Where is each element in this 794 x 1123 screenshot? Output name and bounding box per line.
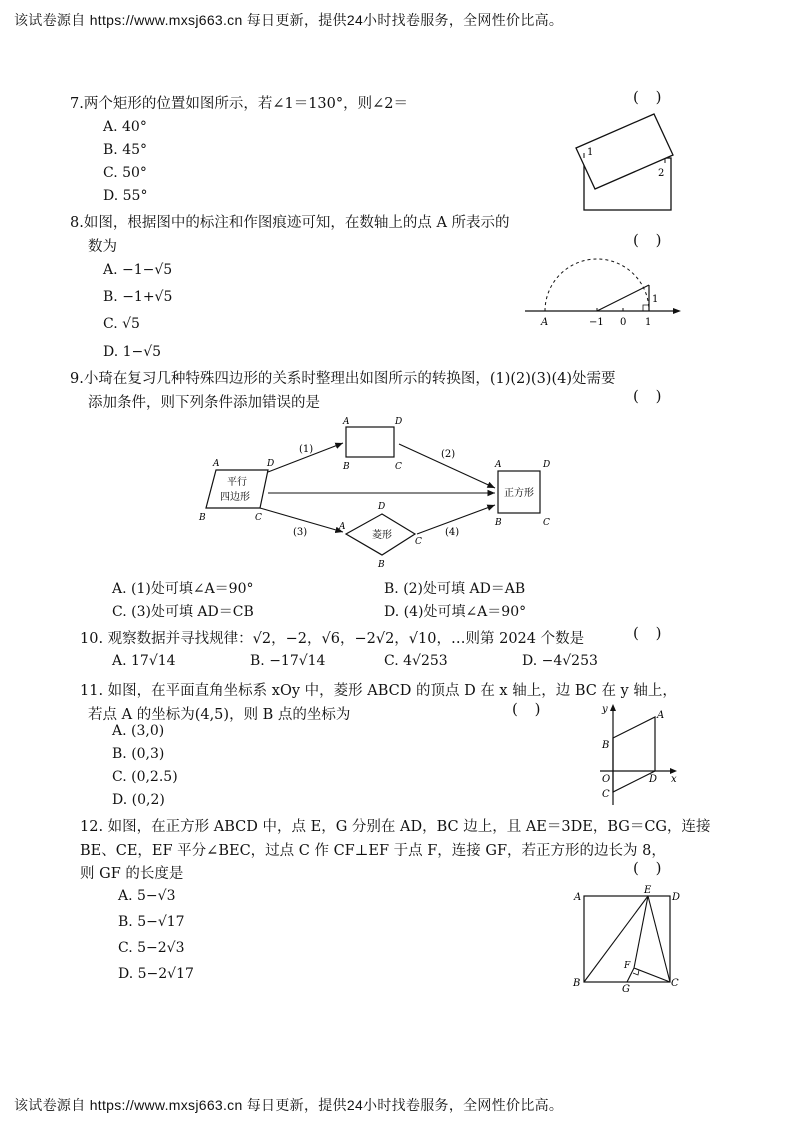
- q11-option-b: B. (0,3): [112, 746, 165, 762]
- q9-rh-vertex-c: C: [415, 537, 422, 547]
- q9-answer-paren: ( ): [633, 387, 662, 405]
- q12-point-g: G: [622, 984, 630, 995]
- q9-rh-vertex-d: D: [378, 502, 386, 512]
- q7-option-a: A. 40°: [103, 119, 147, 135]
- q9-rect-vertex-a: A: [343, 417, 350, 427]
- q9-option-d: D. (4)处可填∠A＝90°: [384, 604, 527, 620]
- q8-tick-1: 1: [645, 317, 652, 328]
- q7-option-d: D. 55°: [103, 188, 148, 204]
- q8-option-d: D. 1−√5: [103, 344, 162, 360]
- q11-answer-paren: ( ): [512, 700, 541, 718]
- q10-answer-paren: ( ): [633, 624, 662, 642]
- q9-rh-vertex-a: A: [339, 522, 346, 532]
- q9-parallelogram-label-1: 平行: [227, 477, 247, 488]
- q9-rh-vertex-b: B: [378, 560, 385, 570]
- q8-side-label: 1: [652, 294, 659, 305]
- q7-angle1-label: 1: [587, 147, 594, 158]
- q12-segment-be: [584, 896, 648, 982]
- q12-stem-line1: 12. 如图，在正方形 ABCD 中，点 E，G 分别在 AD，BC 边上，且 AE＝3DE，BG＝CG，连接: [80, 819, 711, 835]
- q12-segment-ce: [648, 896, 670, 982]
- q10-option-a: A. 17√14: [112, 653, 176, 669]
- q9-pg-vertex-d: D: [267, 459, 275, 469]
- q11-stem-line2: 若点 A 的坐标为(4,5)，则 B 点的坐标为: [88, 707, 351, 723]
- q9-rectangle-shape: [346, 427, 394, 457]
- q12-square-figure: [570, 884, 685, 994]
- q12-option-d: D. 5−2√17: [118, 966, 194, 982]
- q8-stem-line2: 数为: [88, 239, 117, 255]
- q11-point-d: D: [649, 774, 658, 785]
- q9-sq-vertex-d: D: [543, 460, 551, 470]
- q12-point-b: B: [573, 978, 581, 989]
- q11-option-d: D. (0,2): [112, 792, 165, 808]
- q9-parallelogram-label-2: 四边形: [220, 492, 250, 503]
- page-footer: 该试卷源自 https://www.mxsj663.cn 每日更新，提供24小时找卷服务，全网性价比高。: [14, 1097, 564, 1113]
- q9-pg-vertex-c: C: [255, 513, 262, 523]
- q9-pg-vertex-a: A: [213, 459, 220, 469]
- q7-option-b: B. 45°: [103, 142, 148, 158]
- q11-option-c: C. (0,2.5): [112, 769, 178, 785]
- q12-stem-line3: 则 GF 的长度是: [80, 866, 184, 882]
- q9-rhombus-label: 菱形: [372, 530, 392, 541]
- q8-option-b: B. −1+√5: [103, 289, 173, 305]
- q12-answer-paren: ( ): [633, 859, 662, 877]
- q11-origin-label: O: [602, 774, 611, 785]
- q7-angle2-label: 2: [658, 168, 665, 179]
- q9-diagram: [195, 410, 565, 570]
- q8-number-line-figure: [525, 250, 685, 330]
- q8-answer-paren: ( ): [633, 231, 662, 249]
- q9-condition-3: (3): [293, 527, 308, 538]
- q9-condition-4: (4): [445, 527, 460, 538]
- q7-figure: [570, 110, 680, 212]
- q11-point-b: B: [602, 740, 610, 751]
- q12-point-f: F: [624, 961, 631, 971]
- q12-option-a: A. 5−√3: [118, 888, 176, 904]
- q9-rect-vertex-b: B: [343, 462, 350, 472]
- q11-stem-line1: 11. 如图，在平面直角坐标系 xOy 中，菱形 ABCD 的顶点 D 在 x 轴上，边 BC 在 y 轴上，: [80, 683, 677, 699]
- q9-option-c: C. (3)处可填 AD＝CB: [112, 604, 254, 620]
- q7-stem: 7.两个矩形的位置如图所示，若∠1＝130°，则∠2＝: [70, 96, 409, 112]
- q11-point-a: A: [657, 710, 665, 721]
- q12-point-e: E: [644, 885, 652, 896]
- q9-stem-line2: 添加条件，则下列条件添加错误的是: [88, 395, 320, 411]
- q11-coordinate-figure: [595, 700, 685, 810]
- q12-option-c: C. 5−2√3: [118, 940, 185, 956]
- q12-point-c: C: [671, 978, 679, 989]
- q12-segment-cf: [634, 968, 670, 982]
- q9-sq-vertex-a: A: [495, 460, 502, 470]
- q9-stem-line1: 9.小琦在复习几种特殊四边形的关系时整理出如图所示的转换图，(1)(2)(3)(4)处需要: [70, 371, 616, 387]
- q9-option-a: A. (1)处可填∠A＝90°: [112, 581, 254, 597]
- q10-option-d: D. −4√253: [522, 653, 598, 669]
- q9-pg-vertex-b: B: [199, 513, 206, 523]
- q9-option-b: B. (2)处可填 AD＝AB: [384, 581, 526, 597]
- q8-option-c: C. √5: [103, 316, 140, 332]
- q9-rect-vertex-d: D: [395, 417, 403, 427]
- q8-option-a: A. −1−√5: [103, 262, 173, 278]
- q11-y-arrow-icon: [610, 704, 616, 711]
- q9-sq-vertex-b: B: [495, 518, 502, 528]
- q10-option-b: B. −17√14: [250, 653, 326, 669]
- page-header: 该试卷源自 https://www.mxsj663.cn 每日更新，提供24小时找卷服务，全网性价比高。: [14, 12, 564, 28]
- q11-point-c: C: [602, 789, 610, 800]
- q7-option-c: C. 50°: [103, 165, 147, 181]
- q9-condition-1: (1): [299, 444, 314, 455]
- q8-compass-arc: [545, 259, 649, 311]
- q12-point-a: A: [574, 892, 582, 903]
- q11-option-a: A. (3,0): [112, 723, 165, 739]
- q8-tick-neg1: −1: [589, 317, 604, 328]
- q8-tick-0: 0: [620, 317, 627, 328]
- q9-rect-vertex-c: C: [395, 462, 402, 472]
- q7-answer-paren: ( ): [633, 88, 662, 106]
- q12-stem-line2: BE、CE，EF 平分∠BEC，过点 C 作 CF⊥EF 于点 F，连接 GF，若正方形的边长为 8，: [80, 843, 666, 859]
- q12-option-b: B. 5−√17: [118, 914, 185, 930]
- q11-x-label: x: [671, 774, 677, 785]
- q12-point-d: D: [672, 892, 681, 903]
- q11-y-label: y: [602, 704, 608, 715]
- q10-option-c: C. 4√253: [384, 653, 448, 669]
- q8-stem-line1: 8.如图，根据图中的标注和作图痕迹可知，在数轴上的点 A 所表示的: [70, 215, 510, 231]
- q8-point-a: A: [541, 317, 549, 328]
- q9-square-label: 正方形: [504, 488, 534, 499]
- q12-segment-ef: [634, 896, 648, 968]
- q8-arrow-icon: [673, 308, 681, 314]
- q10-stem: 10. 观察数据并寻找规律：√2，−2，√6，−2√2，√10，…则第 2024 个数是: [80, 631, 585, 647]
- q9-condition-2: (2): [441, 449, 456, 460]
- q9-sq-vertex-c: C: [543, 518, 550, 528]
